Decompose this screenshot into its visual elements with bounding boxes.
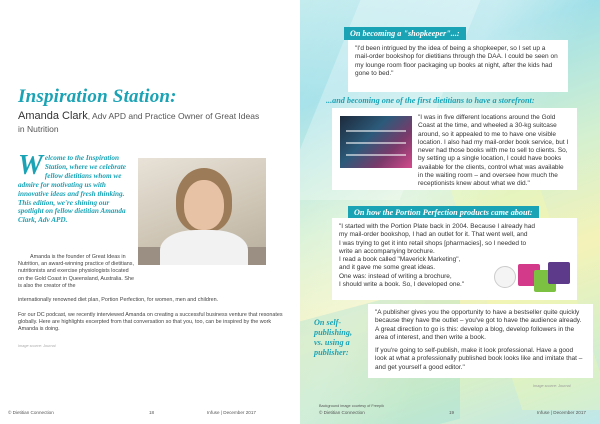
drop-cap: W xyxy=(18,150,43,181)
photo-face xyxy=(184,180,224,230)
intro-paragraph xyxy=(18,150,134,225)
page-number: 18 xyxy=(149,410,155,415)
photo-credit: Image source: Journal xyxy=(18,344,56,348)
portion-plate xyxy=(494,266,516,288)
byline xyxy=(18,109,268,135)
photo-shirt xyxy=(160,230,248,265)
bio-text: Amanda is the founder of Great Ideas in Nutrition, an award-winning practice of dietitians, nutritionists and exercise physiologists located on the Gold Coast in Queensland, Australia. She is also the creator of the xyxy=(18,254,134,289)
bio-continuation: internationally renowned diet plan, Portion Perfection, for women, men and children. xyxy=(18,297,219,303)
author-name: Amanda Clark xyxy=(18,110,88,122)
quote-card-shopkeeper xyxy=(348,40,568,92)
quote-text: "I'd been intrigued by the idea of being a shopkeeper, so I set up a mail-order bookshop for dietitians through the DAA. I could be seen on my lounge room floor packaging up books at night, after the kids had gone to bed." xyxy=(355,45,558,77)
footer-issue: Infuse | December 2017 xyxy=(207,410,256,415)
author-role: , Adv APD and Practice Owner of Great Ideas in Nutrition xyxy=(18,111,260,134)
heading-shopkeeper: On becoming a "shopkeeper"...: xyxy=(344,27,466,40)
intro-text: elcome to the Inspiration Station, where we celebrate fellow dietitians whom we admire for motivating us with innovative ideas and fresh thinking. This edition, we're shining our spotlight on fellow dietitian Amanda Clark, Adv APD. xyxy=(18,154,126,225)
quote-line: I should write a book. So, I developed one." xyxy=(339,281,465,289)
quote-text: If you're going to self-publish, make it look professional. Have a good look at what a professionally published book looks like and imitate that – and get yourself a good editor." xyxy=(375,347,583,371)
heading-publisher: On self-publishing, vs. using a publisher: xyxy=(314,318,352,357)
heading-products: On how the Portion Perfection products came about: xyxy=(348,206,539,219)
storefront-photo xyxy=(340,116,412,168)
bio-paragraph xyxy=(18,254,134,290)
footer-brand: © Dietitian Connection xyxy=(319,410,365,415)
author-photo xyxy=(138,158,266,265)
quote-line: and it gave me some great ideas. xyxy=(339,264,436,272)
quote-line: my mail-order bookshop, I had an outlet for it. That went well, and xyxy=(339,231,528,239)
shelf-line xyxy=(346,130,406,132)
page-number: 19 xyxy=(449,410,455,415)
image-credit: Image source: Journal xyxy=(533,384,571,388)
page-title: Inspiration Station: xyxy=(18,86,177,107)
quote-line: write an accompanying brochure. xyxy=(339,247,435,255)
shelf-line xyxy=(346,154,406,156)
quote-text: "A publisher gives you the opportunity to have a bestseller quite quickly because they have the outlet – you've got to have the audience already. A great direction to go is this: develop a blog, develop followers in the area of interest, and then write a book. xyxy=(375,309,582,341)
background-credit: Background image courtesy of Freepik xyxy=(319,404,385,408)
quote-line: I read a book called "Maverick Marketing", xyxy=(339,256,461,264)
footer-issue: Infuse | December 2017 xyxy=(537,410,586,415)
right-page xyxy=(300,0,600,424)
book-cover xyxy=(548,262,570,284)
quote-card-products xyxy=(332,218,577,300)
shelf-line xyxy=(346,142,406,144)
quote-text: "I was in five different locations around the Gold Coast at the time, and wheeled a 30-kg suitcase around, so it appealed to me to have one visible location. I also had my mail-order book service, but I never had those books with me to sell to clients. So, by setting up a single location, I could have books available for the clients, control what was available in the waiting room – and oversee how much the receptionists knew about what we did." xyxy=(418,114,569,188)
heading-storefront: ...and becoming one of the first dietitians to have a storefront: xyxy=(326,96,535,105)
quote-card-publisher xyxy=(368,304,593,378)
quote-line: I was trying to get it into retail shops [pharmacies], so I needed to xyxy=(339,239,527,247)
quote-line: "I started with the Portion Plate back in 2004. Because I already had xyxy=(339,223,535,230)
product-images xyxy=(494,256,570,294)
footer-brand: © Dietitian Connection xyxy=(8,410,54,415)
quote-card-storefront xyxy=(332,108,577,190)
quote-line: One was: instead of writing a brochure, xyxy=(339,272,452,280)
podcast-paragraph: For our DC podcast, we recently interviewed Amanda on creating a successful business venture that resonates globally. Here are highlights excerpted from that conversation so that you, too, can be inspired by the work Amanda is doing. xyxy=(18,312,283,333)
